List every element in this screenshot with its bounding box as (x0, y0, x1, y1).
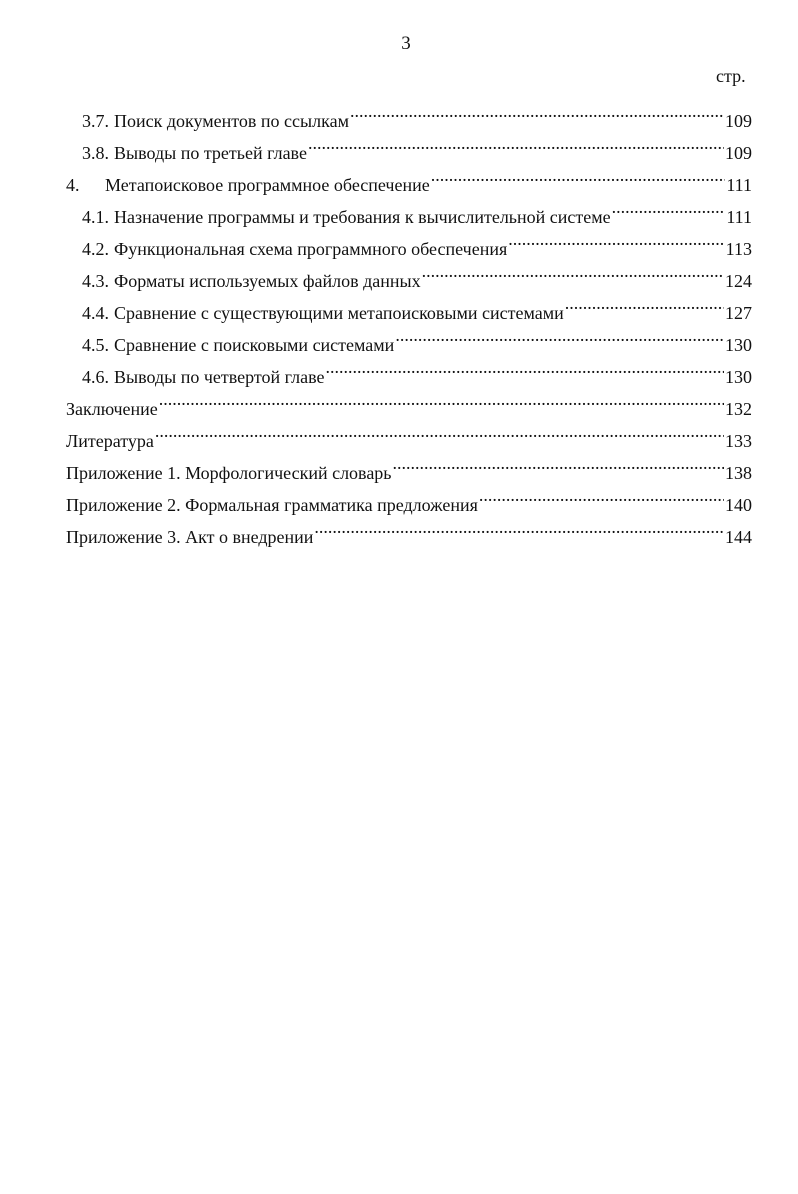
toc-entry-4-5 (82, 319, 752, 355)
toc-dot-leader (314, 511, 724, 543)
toc-dot-leader (431, 159, 726, 191)
toc-entry-title: Сравнение с существующими метапоисковыми системами (114, 303, 564, 323)
toc-dot-leader (479, 479, 724, 511)
toc-entry-number: 4.1. (82, 207, 109, 227)
toc-entry-4 (66, 159, 752, 195)
toc-entry-title: Метапоисковое программное обеспечение (105, 175, 430, 195)
toc-entry-page: 132 (725, 399, 752, 419)
toc-entry-number: 3.7. (82, 111, 109, 131)
toc-dot-leader (325, 351, 724, 383)
toc-entry-page: 133 (725, 431, 752, 451)
toc-entry-title: Заключение (66, 399, 158, 419)
toc-entry-number: 4.6. (82, 367, 109, 387)
toc-dot-leader (612, 191, 726, 223)
toc-entry-page: 109 (725, 143, 752, 163)
toc-entry-title: Выводы по третьей главе (114, 143, 307, 163)
toc-entry-title: Назначение программы и требования к вычислительной системе (114, 207, 611, 227)
toc-entry-title: Форматы используемых файлов данных (114, 271, 421, 291)
toc-entry-number: 4.2. (82, 239, 109, 259)
toc-entry-title: Сравнение с поисковыми системами (114, 335, 395, 355)
toc-entry-page: 124 (725, 271, 752, 291)
toc-dot-leader (565, 287, 724, 319)
toc-entry-title: Поиск документов по ссылкам (114, 111, 349, 131)
toc-entry-number: 4.5. (82, 335, 109, 355)
toc-entry-appendix-3 (66, 511, 752, 547)
toc-entry-literature (66, 415, 752, 451)
toc-dot-leader (395, 319, 724, 351)
toc-entry-4-6 (82, 351, 752, 387)
toc-entry-number: 4.3. (82, 271, 109, 291)
pages-column-header: стр. (716, 66, 746, 86)
toc-dot-leader (422, 255, 724, 287)
toc-dot-leader (350, 95, 724, 127)
toc-entry-page: 111 (726, 207, 752, 227)
toc-entry-appendix-1 (66, 447, 752, 483)
toc-entry-title: Выводы по четвертой главе (114, 367, 325, 387)
toc-entry-title: Литература (66, 431, 154, 451)
toc-entry-page: 140 (725, 495, 752, 515)
toc-entry-conclusion (66, 383, 752, 419)
toc-dot-leader (155, 415, 724, 447)
toc-entry-page: 113 (725, 239, 752, 259)
toc-entry-page: 127 (725, 303, 752, 323)
toc-entry-3-7 (82, 95, 752, 131)
toc-entry-page: 109 (725, 111, 752, 131)
toc-entry-page: 144 (725, 527, 752, 547)
toc-entry-number: 4. (66, 175, 80, 195)
toc-entry-title: Функциональная схема программного обеспечения (114, 239, 508, 259)
toc-entry-3-8 (82, 127, 752, 163)
toc-entry-page: 138 (725, 463, 752, 483)
toc-entry-appendix-2 (66, 479, 752, 515)
toc-dot-leader (508, 223, 724, 255)
toc-dot-leader (393, 447, 724, 479)
toc-entry-number: 3.8. (82, 143, 109, 163)
toc-dot-leader (159, 383, 724, 415)
toc-dot-leader (308, 127, 724, 159)
toc-entry-number: 4.4. (82, 303, 109, 323)
page-number: 3 (401, 33, 411, 54)
toc-entry-4-4 (82, 287, 752, 323)
toc-entry-4-3 (82, 255, 752, 291)
toc-entry-page: 111 (726, 175, 752, 195)
toc-entry-page: 130 (725, 335, 752, 355)
toc-entry-page: 130 (725, 367, 752, 387)
toc-entry-title: Приложение 3. Акт о внедрении (66, 527, 314, 547)
toc-entry-title: Приложение 2. Формальная грамматика предложения (66, 495, 478, 515)
toc-entry-4-1 (82, 191, 752, 227)
toc-entry-title: Приложение 1. Морфологический словарь (66, 463, 392, 483)
toc-entry-4-2 (82, 223, 752, 259)
